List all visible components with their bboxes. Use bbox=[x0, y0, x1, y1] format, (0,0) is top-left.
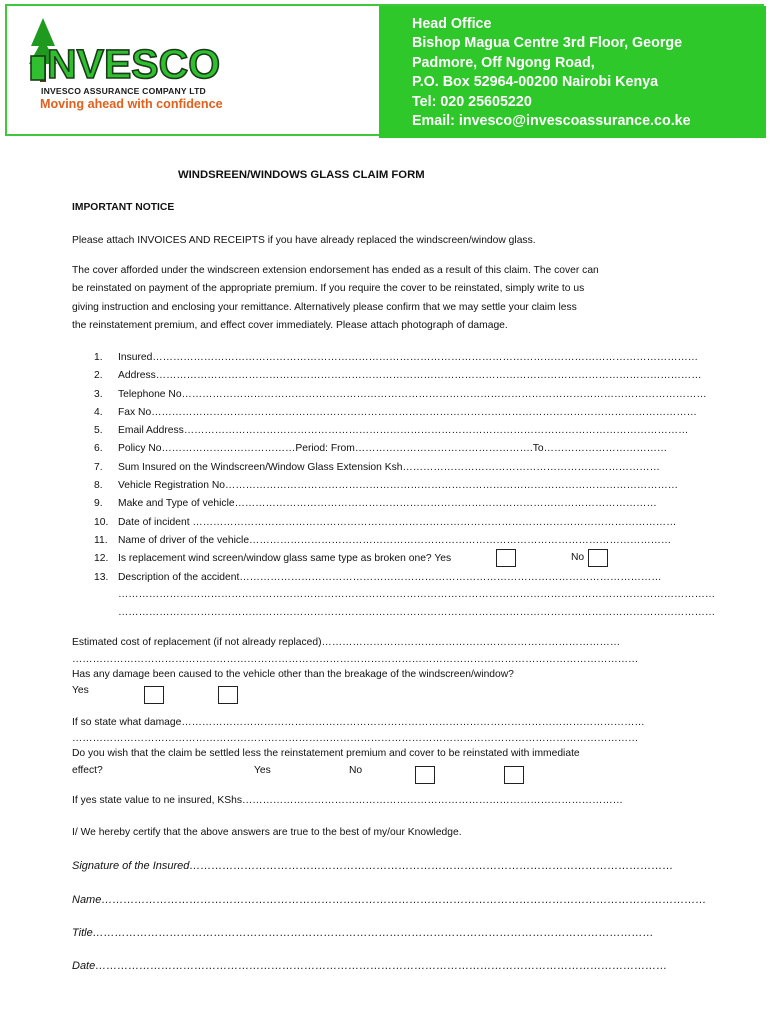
paragraph-line: be reinstated on payment of the appropriate premium. If you require the cover to be reinstated, simply write to us bbox=[72, 283, 585, 295]
address-panel bbox=[379, 6, 766, 138]
item-date-incident[interactable]: 10. Date of incident …………………………………………………………………………………………………………………………… bbox=[94, 516, 677, 528]
same-type-no-label: No bbox=[571, 552, 585, 563]
settle-no-label: No bbox=[349, 765, 363, 776]
item-address[interactable]: 2. Address…………………………………………………………………………………………………………………………………………… bbox=[94, 370, 702, 382]
settle-no-checkbox[interactable] bbox=[504, 766, 524, 784]
form-title: WINDSREEN/WINDOWS GLASS CLAIM FORM bbox=[178, 169, 425, 181]
other-damage-question: Has any damage been caused to the vehicle other than the breakage of the windscreen/window? bbox=[72, 669, 514, 680]
notice-heading: IMPORTANT NOTICE bbox=[72, 202, 175, 213]
estimated-cost-line[interactable]: ………………………………………………………………………………………………………………………………………………… bbox=[72, 654, 639, 665]
tree-logo-icon bbox=[27, 16, 247, 86]
description-line[interactable]: ………………………………………………………………………………………………………………………………………………………… bbox=[118, 607, 716, 618]
item-policy[interactable]: 6. Policy No…………………………………Period: From…………………………………………….To……………………………… bbox=[94, 443, 668, 455]
paragraph-line: the reinstatement premium, and effect cover immediately. Please attach photograph of damage. bbox=[72, 319, 508, 331]
signature-field[interactable]: Signature of the Insured…………………………………………………………………………………………………………………… bbox=[72, 860, 674, 872]
estimated-cost-field[interactable]: Estimated cost of replacement (if not already replaced)…………………………………………………………………………… bbox=[72, 637, 621, 648]
cover-paragraph bbox=[72, 262, 672, 335]
item-fax[interactable]: 4. Fax No…………………………………………………………………………………………………………………………………………… bbox=[94, 406, 697, 418]
description-line[interactable]: ………………………………………………………………………………………………………………………………………………………… bbox=[118, 589, 716, 600]
item-driver-name[interactable]: 11. Name of driver of the vehicle…………………………………………………………………………………………………………… bbox=[94, 534, 672, 546]
title-field[interactable]: Title……………………………………………………………………………………………………………………………………… bbox=[72, 927, 654, 939]
value-insured-field[interactable]: If yes state value to ne insured, KShs………………………………………………………………………………………………… bbox=[72, 795, 623, 806]
address-line: Padmore, Off Ngong Road, bbox=[412, 54, 595, 71]
notice-line: Please attach INVOICES AND RECEIPTS if you have already replaced the windscreen/window glass. bbox=[72, 235, 536, 246]
address-line: Head Office bbox=[412, 16, 492, 32]
paragraph-line: giving instruction and enclosing your remittance. Alternatively please confirm that we may settle your claim less bbox=[72, 301, 577, 313]
item-description[interactable]: 13. Description of the accident…………………………………………………………………………………………………………… bbox=[94, 571, 662, 583]
same-type-yes-checkbox[interactable] bbox=[496, 549, 516, 567]
state-damage-line[interactable]: ………………………………………………………………………………………………………………………………………………… bbox=[72, 733, 639, 744]
same-type-no-checkbox[interactable] bbox=[588, 549, 608, 567]
logo-text: NVESCO bbox=[47, 41, 221, 86]
settle-yes-checkbox[interactable] bbox=[415, 766, 435, 784]
address-line: Tel: 020 25605220 bbox=[412, 93, 532, 110]
item-sum-insured[interactable]: 7. Sum Insured on the Windscreen/Window Glass Extension Ksh………………………………………………………………… bbox=[94, 461, 660, 473]
item-telephone[interactable]: 3. Telephone No……………………………………………………………………………………………………………………………………… bbox=[94, 388, 707, 400]
item-vehicle-registration[interactable]: 8. Vehicle Registration No…………………………………………………………………………………………………………………… bbox=[94, 480, 679, 492]
letterhead bbox=[5, 4, 764, 136]
other-damage-yes-label: Yes bbox=[72, 685, 89, 696]
other-damage-no-checkbox[interactable] bbox=[218, 686, 238, 704]
email-line: Email: invesco@invescoassurance.co.ke bbox=[412, 113, 691, 130]
address-line: Bishop Magua Centre 3rd Floor, George bbox=[412, 35, 683, 52]
item-same-type: 12. Is replacement wind screen/window glass same type as broken one? Yes bbox=[94, 553, 452, 565]
settle-question: Do you wish that the claim be settled less the reinstatement premium and cover to be reinstated with immediate bbox=[72, 748, 580, 759]
company-name: INVESCO ASSURANCE COMPANY LTD bbox=[41, 86, 206, 96]
address-line: P.O. Box 52964-00200 Nairobi Kenya bbox=[412, 74, 659, 91]
state-damage-field[interactable]: If so state what damage……………………………………………………………………………………………………………………… bbox=[72, 717, 645, 728]
name-field[interactable]: Name………………………………………………………………………………………………………………………………………………… bbox=[72, 894, 707, 906]
other-damage-yes-checkbox[interactable] bbox=[144, 686, 164, 704]
item-email[interactable]: 5. Email Address………………………………………………………………………………………………………………………………… bbox=[94, 425, 689, 437]
company-logo bbox=[27, 16, 247, 111]
tagline: Moving ahead with confidence bbox=[40, 97, 223, 111]
settle-effect-label: effect? bbox=[72, 765, 103, 776]
settle-yes-label: Yes bbox=[254, 765, 271, 776]
item-insured[interactable]: 1. Insured…………………………………………………………………………………………………………………………………………… bbox=[94, 352, 699, 363]
date-field[interactable]: Date………………………………………………………………………………………………………………………………………… bbox=[72, 960, 668, 972]
certification-statement: I/ We hereby certify that the above answers are true to the best of my/our Knowledge. bbox=[72, 827, 462, 838]
item-make-type[interactable]: 9. Make and Type of vehicle…………………………………………………………………………………………………………… bbox=[94, 498, 657, 510]
paragraph-line: The cover afforded under the windscreen extension endorsement has ended as a result of this claim. The cover can bbox=[72, 265, 599, 276]
